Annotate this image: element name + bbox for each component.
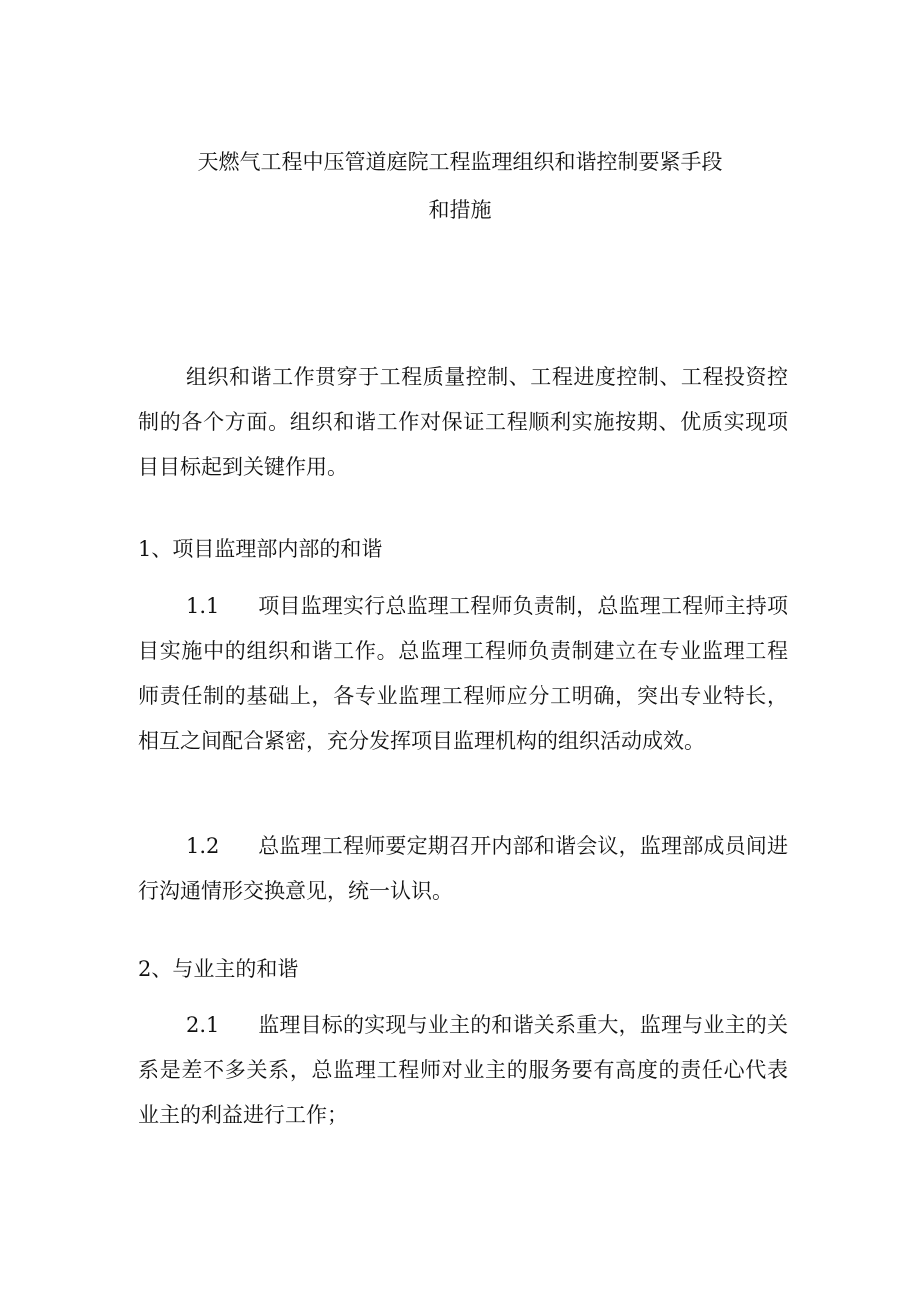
section1-item2-paragraph	[138, 824, 788, 914]
document-title-line2: 和措施	[428, 198, 492, 222]
section2-item1-number: 2.1	[186, 1013, 220, 1037]
section2-item1-text: 监理目标的实现与业主的和谐关系重大，监理与业主的关系是差不多关系，总监理工程师对业主的服务要有高度的责任心代表业主的利益进行工作；	[138, 1013, 788, 1127]
section1-item2-text: 总监理工程师要定期召开内部和谐会议，监理部成员间进行沟通情形交换意见，统一认识。	[138, 834, 788, 903]
section1-item1-number: 1.1	[186, 594, 220, 618]
section2-item1-paragraph	[138, 1003, 788, 1138]
section1-item2-number: 1.2	[186, 834, 220, 858]
document-title-line1: 天燃气工程中压管道庭院工程监理组织和谐控制要紧手段	[197, 150, 723, 174]
intro-paragraph: 组织和谐工作贯穿于工程质量控制、工程进度控制、工程投资控制的各个方面。组织和谐工作对保证工程顺利实施按期、优质实现项目目标起到关键作用。	[138, 365, 788, 479]
section1-item1-paragraph	[138, 584, 788, 764]
section1-heading: 1、项目监理部内部的和谐	[138, 537, 383, 561]
section1-item1-text: 项目监理实行总监理工程师负责制，总监理工程师主持项目实施中的组织和谐工作。总监理工程师负责制建立在专业监理工程师责任制的基础上，各专业监理工程师应分工明确，突出专业特长，相互之间配合紧密，充分发挥项目监理机构的组织活动成效。	[138, 594, 788, 753]
section2-heading: 2、与业主的和谐	[138, 957, 299, 981]
